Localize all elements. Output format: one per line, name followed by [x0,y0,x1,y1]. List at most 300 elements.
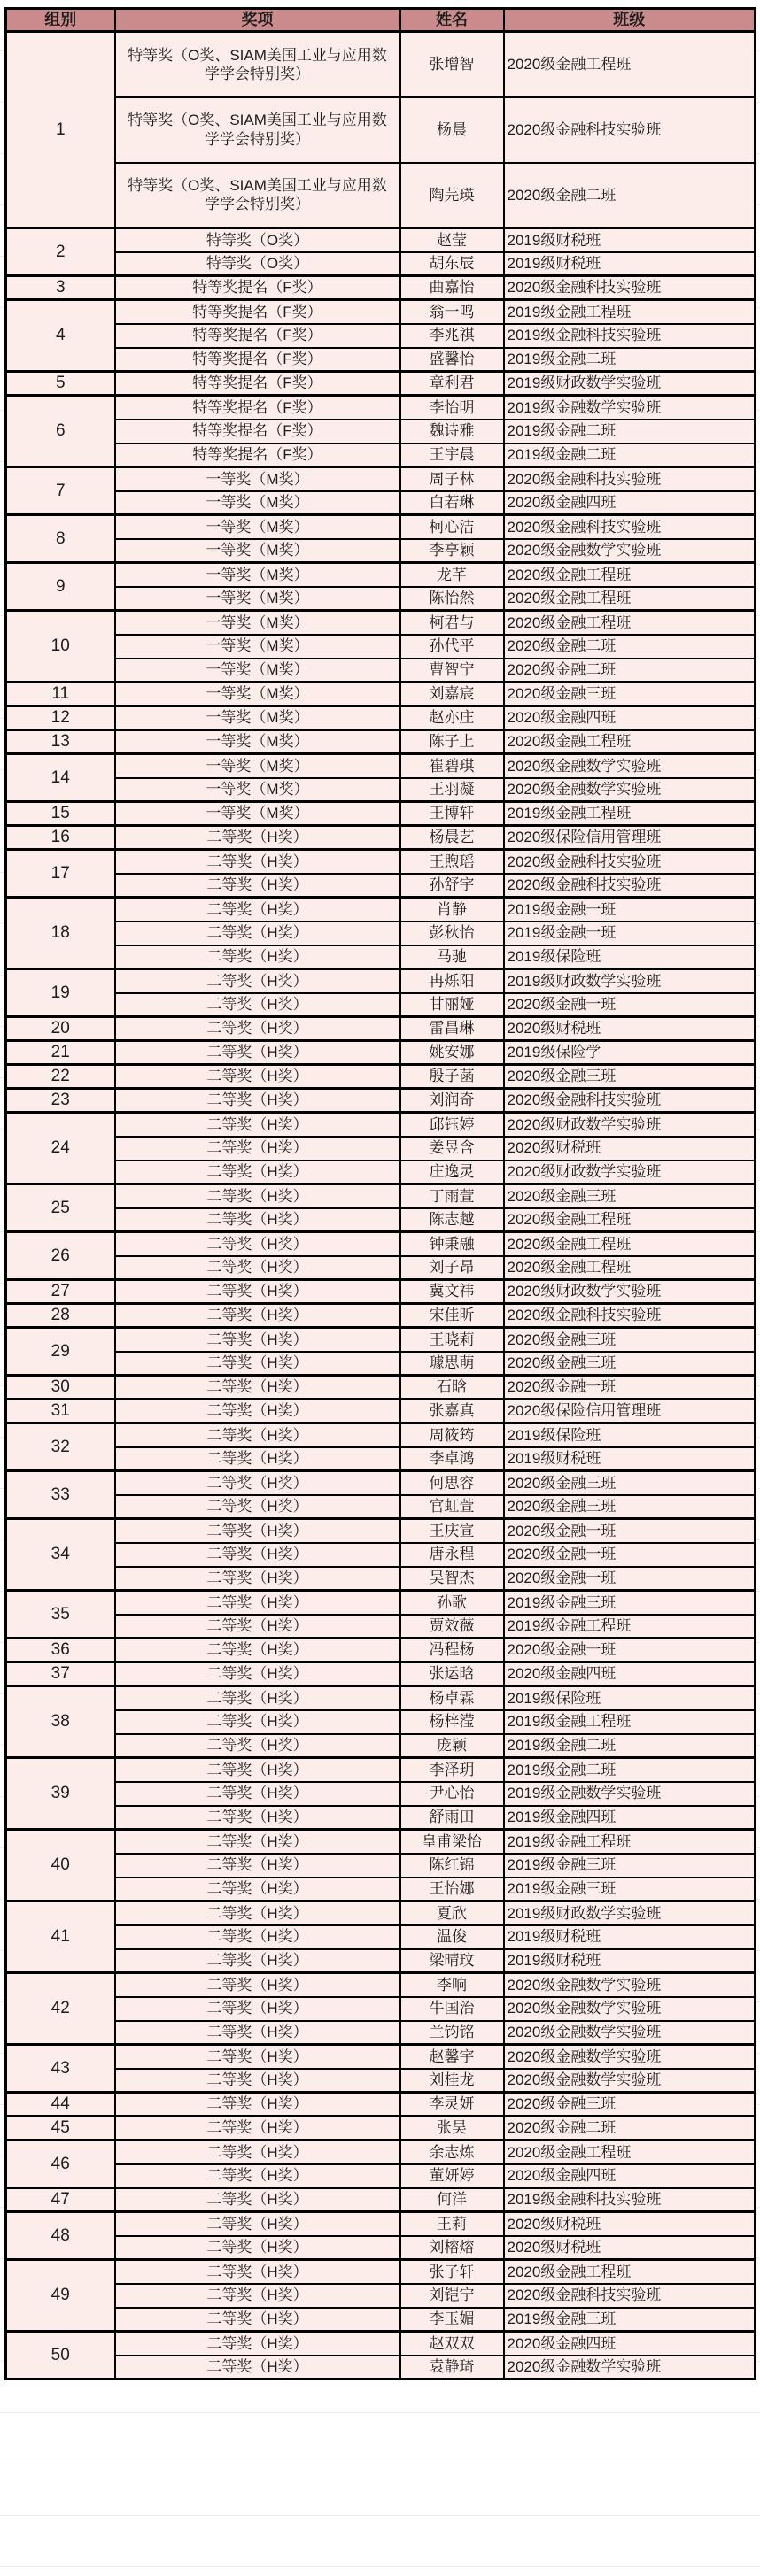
name-cell: 柯心洁 [400,515,504,539]
table-row [6,372,756,396]
table-row [6,324,756,348]
awards-table-body [6,32,756,2379]
name-cell: 龙芊 [400,563,504,587]
class-cell: 2019级金融工程班 [504,1710,756,1734]
class-cell: 2019级金融工程班 [504,300,756,324]
table-row [6,826,756,850]
class-cell: 2020级金融数学实验班 [504,2069,756,2093]
award-cell: 特等奖（O奖） [115,228,400,252]
name-cell: 石晗 [400,1376,504,1400]
class-cell: 2019级保险班 [504,945,756,969]
name-cell: 李灵妍 [400,2093,504,2117]
name-cell: 陈子上 [400,730,504,754]
class-cell: 2020级金融科技实验班 [504,515,756,539]
group-cell: 45 [6,2117,115,2140]
name-cell: 杨梓滢 [400,1710,504,1734]
table-row [6,32,756,97]
class-cell: 2020级金融一班 [504,1376,756,1400]
name-cell: 王博轩 [400,802,504,826]
table-row [6,1184,756,1208]
name-cell: 冯程杨 [400,1639,504,1662]
class-cell: 2020级金融工程班 [504,1256,756,1280]
name-cell: 张运晗 [400,1662,504,1686]
name-cell: 孙歌 [400,1591,504,1615]
award-cell: 二等奖（H奖） [115,2260,400,2284]
class-cell: 2020级金融三班 [504,1065,756,1089]
name-cell: 魏诗雅 [400,420,504,443]
group-cell: 10 [6,611,115,683]
award-cell: 二等奖（H奖） [115,2308,400,2332]
class-cell: 2020级金融数学实验班 [504,2021,756,2045]
award-cell: 特等奖（O奖、SIAM美国工业与应用数学学会特别奖） [115,97,400,163]
award-cell: 特等奖提名（F奖） [115,276,400,300]
table-row [6,1089,756,1113]
class-cell: 2020级金融数学实验班 [504,1973,756,1997]
award-cell: 特等奖提名（F奖） [115,420,400,443]
table-row [6,993,756,1017]
name-cell: 杨晨 [400,97,504,163]
name-cell: 冉烁阳 [400,969,504,993]
award-cell: 一等奖（M奖） [115,587,400,611]
table-row [6,1065,756,1089]
name-cell: 孙代平 [400,635,504,659]
name-cell: 王煦瑶 [400,850,504,874]
table-row [6,2212,756,2236]
table-row [6,1901,756,1925]
table-row [6,2260,756,2284]
table-row [6,2188,756,2212]
name-cell: 庞颖 [400,1734,504,1758]
table-header [6,9,756,32]
table-row [6,2356,756,2379]
award-cell: 二等奖（H奖） [115,922,400,945]
table-row [6,2045,756,2069]
table-row [6,1686,756,1710]
award-cell: 二等奖（H奖） [115,1782,400,1806]
award-cell: 一等奖（M奖） [115,730,400,754]
name-cell: 陈红锦 [400,1854,504,1878]
name-cell: 赵馨宇 [400,2045,504,2069]
award-cell: 二等奖（H奖） [115,2188,400,2212]
award-cell: 二等奖（H奖） [115,1161,400,1184]
group-cell: 38 [6,1686,115,1758]
class-cell: 2019级金融数学实验班 [504,396,756,420]
name-cell: 宋佳昕 [400,1304,504,1328]
name-cell: 刘嘉宸 [400,683,504,706]
class-cell: 2019级财税班 [504,252,756,276]
class-cell: 2019级金融三班 [504,1591,756,1615]
group-cell: 3 [6,276,115,300]
table-row [6,730,756,754]
class-cell: 2020级金融三班 [504,1352,756,1376]
table-row [6,1471,756,1495]
name-cell: 尹心怡 [400,1782,504,1806]
award-cell: 特等奖提名（F奖） [115,443,400,467]
table-row [6,1997,756,2021]
table-row [6,1662,756,1686]
table-row [6,2308,756,2332]
class-cell: 2020级金融工程班 [504,2260,756,2284]
award-cell: 二等奖（H奖） [115,969,400,993]
table-row [6,2332,756,2356]
name-cell: 刘榕熔 [400,2236,504,2260]
group-cell: 22 [6,1065,115,1089]
group-cell: 20 [6,1017,115,1041]
name-cell: 何思容 [400,1471,504,1495]
class-cell: 2019级金融数学实验班 [504,1782,756,1806]
award-cell: 二等奖（H奖） [115,1567,400,1591]
table-row [6,898,756,922]
table-row [6,443,756,467]
table-row [6,515,756,539]
award-cell: 特等奖提名（F奖） [115,372,400,396]
class-cell: 2019级金融二班 [504,1758,756,1782]
table-row [6,1615,756,1639]
award-cell: 二等奖（H奖） [115,1710,400,1734]
award-cell: 二等奖（H奖） [115,2332,400,2356]
name-cell: 李怡明 [400,396,504,420]
group-cell: 47 [6,2188,115,2212]
award-cell: 一等奖（M奖） [115,802,400,826]
class-cell: 2020级保险信用管理班 [504,826,756,850]
class-cell: 2020级财税班 [504,2212,756,2236]
name-cell: 盛馨怡 [400,348,504,372]
class-cell: 2020级金融二班 [504,659,756,683]
name-cell: 李玉媚 [400,2308,504,2332]
group-cell: 19 [6,969,115,1017]
award-cell: 二等奖（H奖） [115,1471,400,1495]
award-cell: 二等奖（H奖） [115,1328,400,1352]
award-cell: 二等奖（H奖） [115,1519,400,1543]
table-row [6,1591,756,1615]
class-cell: 2020级财税班 [504,1137,756,1161]
award-cell: 特等奖（O奖） [115,252,400,276]
table-row [6,1878,756,1901]
table-row [6,163,756,228]
name-cell: 丁雨萱 [400,1184,504,1208]
group-cell: 21 [6,1041,115,1065]
table-row [6,1806,756,1830]
class-cell: 2019级财税班 [504,228,756,252]
name-cell: 曲嘉怡 [400,276,504,300]
class-cell: 2020级金融工程班 [504,32,756,97]
group-cell: 14 [6,754,115,802]
table-row [6,2236,756,2260]
group-cell: 1 [6,32,115,228]
group-cell: 31 [6,1400,115,1423]
award-cell: 二等奖（H奖） [115,1256,400,1280]
award-cell: 二等奖（H奖） [115,1973,400,1997]
award-cell: 二等奖（H奖） [115,1065,400,1089]
table-row [6,1041,756,1065]
group-cell: 2 [6,228,115,276]
class-cell: 2020级金融数学实验班 [504,778,756,802]
class-cell: 2019级金融三班 [504,1854,756,1878]
name-cell: 唐永程 [400,1543,504,1567]
table-row [6,1639,756,1662]
table-row [6,1925,756,1949]
table-row [6,228,756,252]
name-cell: 赵亦庄 [400,706,504,730]
name-cell: 王晓莉 [400,1328,504,1352]
award-cell: 一等奖（M奖） [115,539,400,563]
group-cell: 32 [6,1423,115,1471]
class-cell: 2020级金融数学实验班 [504,2356,756,2379]
group-cell: 5 [6,372,115,396]
group-cell: 36 [6,1639,115,1662]
award-cell: 二等奖（H奖） [115,1113,400,1137]
group-cell: 46 [6,2140,115,2188]
class-cell: 2019级金融三班 [504,2308,756,2332]
table-row [6,587,756,611]
award-cell: 二等奖（H奖） [115,2212,400,2236]
class-cell: 2019级金融工程班 [504,1830,756,1854]
group-cell: 42 [6,1973,115,2045]
award-cell: 二等奖（H奖） [115,1041,400,1065]
award-cell: 二等奖（H奖） [115,2164,400,2188]
award-cell: 二等奖（H奖） [115,1017,400,1041]
table-row [6,252,756,276]
name-cell: 李亭颖 [400,539,504,563]
award-cell: 二等奖（H奖） [115,1400,400,1423]
award-cell: 一等奖（M奖） [115,563,400,587]
awards-table [4,7,756,2380]
name-cell: 彭秋怡 [400,922,504,945]
class-cell: 2020级金融三班 [504,1471,756,1495]
name-cell: 璩思萌 [400,1352,504,1376]
group-cell: 37 [6,1662,115,1686]
table-row [6,1495,756,1519]
class-cell: 2020级金融工程班 [504,563,756,587]
class-cell: 2019级金融科技实验班 [504,324,756,348]
class-cell: 2020级金融科技实验班 [504,850,756,874]
group-cell: 8 [6,515,115,563]
name-cell: 夏欣 [400,1901,504,1925]
class-cell: 2020级金融科技实验班 [504,97,756,163]
award-cell: 二等奖（H奖） [115,826,400,850]
award-cell: 二等奖（H奖） [115,1495,400,1519]
award-cell: 二等奖（H奖） [115,1830,400,1854]
award-cell: 特等奖提名（F奖） [115,396,400,420]
class-cell: 2020级金融三班 [504,2093,756,2117]
class-cell: 2020级金融四班 [504,706,756,730]
class-cell: 2020级金融三班 [504,1184,756,1208]
table-row [6,1017,756,1041]
award-cell: 二等奖（H奖） [115,850,400,874]
group-cell: 29 [6,1328,115,1376]
name-cell: 赵双双 [400,2332,504,2356]
award-cell: 一等奖（M奖） [115,659,400,683]
class-cell: 2019级金融二班 [504,1734,756,1758]
award-cell: 二等奖（H奖） [115,993,400,1017]
table-row [6,2117,756,2140]
table-row [6,1376,756,1400]
group-cell: 18 [6,898,115,969]
name-cell: 刘铠宁 [400,2284,504,2308]
name-cell: 刘润奇 [400,1089,504,1113]
award-cell: 二等奖（H奖） [115,2093,400,2117]
award-cell: 一等奖（M奖） [115,635,400,659]
table-row [6,1113,756,1137]
award-cell: 二等奖（H奖） [115,1423,400,1447]
award-cell: 二等奖（H奖） [115,1734,400,1758]
award-cell: 二等奖（H奖） [115,2356,400,2379]
class-cell: 2019级金融二班 [504,443,756,467]
name-cell: 陶芫瑛 [400,163,504,228]
table-row [6,2093,756,2117]
name-cell: 曹智宁 [400,659,504,683]
class-cell: 2020级金融数学实验班 [504,539,756,563]
award-cell: 二等奖（H奖） [115,2284,400,2308]
group-cell: 13 [6,730,115,754]
name-cell: 肖静 [400,898,504,922]
class-cell: 2020级金融一班 [504,993,756,1017]
group-cell: 4 [6,300,115,372]
award-cell: 二等奖（H奖） [115,2045,400,2069]
name-cell: 官虹萱 [400,1495,504,1519]
award-cell: 二等奖（H奖） [115,1854,400,1878]
group-cell: 34 [6,1519,115,1591]
class-cell: 2020级金融科技实验班 [504,276,756,300]
award-cell: 一等奖（M奖） [115,611,400,635]
table-row [6,1758,756,1782]
class-cell: 2019级金融二班 [504,348,756,372]
group-cell: 39 [6,1758,115,1830]
award-cell: 二等奖（H奖） [115,2117,400,2140]
table-row [6,802,756,826]
name-cell: 王莉 [400,2212,504,2236]
table-row [6,2069,756,2093]
table-row [6,778,756,802]
class-cell: 2020级金融工程班 [504,1208,756,1232]
group-cell: 27 [6,1280,115,1304]
table-row [6,1447,756,1471]
name-cell: 杨卓霖 [400,1686,504,1710]
class-cell: 2020级金融二班 [504,163,756,228]
table-row [6,1830,756,1854]
class-cell: 2020级金融工程班 [504,2140,756,2164]
class-cell: 2020级金融数学实验班 [504,1997,756,2021]
class-cell: 2020级金融三班 [504,1495,756,1519]
class-cell: 2020级金融科技实验班 [504,874,756,898]
class-cell: 2020级金融二班 [504,635,756,659]
group-cell: 23 [6,1089,115,1113]
name-cell: 王庆宣 [400,1519,504,1543]
award-cell: 二等奖（H奖） [115,1758,400,1782]
name-cell: 李泽玥 [400,1758,504,1782]
class-cell: 2019级金融科技实验班 [504,2188,756,2212]
column-header-group: 组别 [6,9,115,32]
award-cell: 二等奖（H奖） [115,1806,400,1830]
class-cell: 2020级金融四班 [504,1662,756,1686]
class-cell: 2019级金融三班 [504,1878,756,1901]
award-cell: 二等奖（H奖） [115,1208,400,1232]
award-cell: 二等奖（H奖） [115,1662,400,1686]
name-cell: 袁静琦 [400,2356,504,2379]
table-row [6,1710,756,1734]
name-cell: 张嘉真 [400,1400,504,1423]
name-cell: 赵莹 [400,228,504,252]
name-cell: 贾效薇 [400,1615,504,1639]
name-cell: 刘子昂 [400,1256,504,1280]
award-cell: 一等奖（M奖） [115,683,400,706]
group-cell: 44 [6,2093,115,2117]
name-cell: 王宇晨 [400,443,504,467]
table-row [6,348,756,372]
award-cell: 二等奖（H奖） [115,1901,400,1925]
award-cell: 二等奖（H奖） [115,1949,400,1973]
class-cell: 2020级财政数学实验班 [504,1113,756,1137]
table-row [6,1854,756,1878]
class-cell: 2020级金融三班 [504,683,756,706]
group-cell: 16 [6,826,115,850]
table-row [6,1423,756,1447]
award-cell: 二等奖（H奖） [115,1686,400,1710]
group-cell: 48 [6,2212,115,2260]
class-cell: 2019级金融一班 [504,898,756,922]
class-cell: 2020级金融一班 [504,1519,756,1543]
name-cell: 何洋 [400,2188,504,2212]
table-row [6,1519,756,1543]
table-row [6,1208,756,1232]
class-cell: 2020级财税班 [504,2236,756,2260]
award-cell: 二等奖（H奖） [115,1137,400,1161]
award-cell: 二等奖（H奖） [115,2069,400,2093]
table-row [6,1543,756,1567]
group-cell: 50 [6,2332,115,2379]
table-row [6,969,756,993]
class-cell: 2020级金融数学实验班 [504,2045,756,2069]
award-cell: 二等奖（H奖） [115,1543,400,1567]
class-cell: 2019级财政数学实验班 [504,1901,756,1925]
name-cell: 余志炼 [400,2140,504,2164]
class-cell: 2019级金融四班 [504,1806,756,1830]
table-row [6,635,756,659]
name-cell: 翁一鸣 [400,300,504,324]
table-row [6,611,756,635]
award-cell: 二等奖（H奖） [115,1352,400,1376]
name-cell: 周筱筠 [400,1423,504,1447]
table-row [6,1782,756,1806]
group-cell: 7 [6,467,115,515]
class-cell: 2020级财政数学实验班 [504,1161,756,1184]
table-row [6,2140,756,2164]
class-cell: 2019级财税班 [504,1447,756,1471]
table-row [6,1328,756,1352]
class-cell: 2020级金融工程班 [504,730,756,754]
group-cell: 30 [6,1376,115,1400]
name-cell: 李卓鸿 [400,1447,504,1471]
group-cell: 26 [6,1232,115,1280]
class-cell: 2020级保险信用管理班 [504,1400,756,1423]
class-cell: 2020级金融一班 [504,1567,756,1591]
table-row [6,276,756,300]
name-cell: 马驰 [400,945,504,969]
award-cell: 特等奖（O奖、SIAM美国工业与应用数学学会特别奖） [115,163,400,228]
award-cell: 二等奖（H奖） [115,1089,400,1113]
group-cell: 43 [6,2045,115,2093]
class-cell: 2020级金融科技实验班 [504,467,756,491]
name-cell: 姚安娜 [400,1041,504,1065]
column-header-award: 奖项 [115,9,400,32]
award-cell: 一等奖（M奖） [115,778,400,802]
group-cell: 15 [6,802,115,826]
table-row [6,300,756,324]
table-row [6,1949,756,1973]
award-cell: 二等奖（H奖） [115,1639,400,1662]
header-row [6,9,756,32]
table-row [6,683,756,706]
